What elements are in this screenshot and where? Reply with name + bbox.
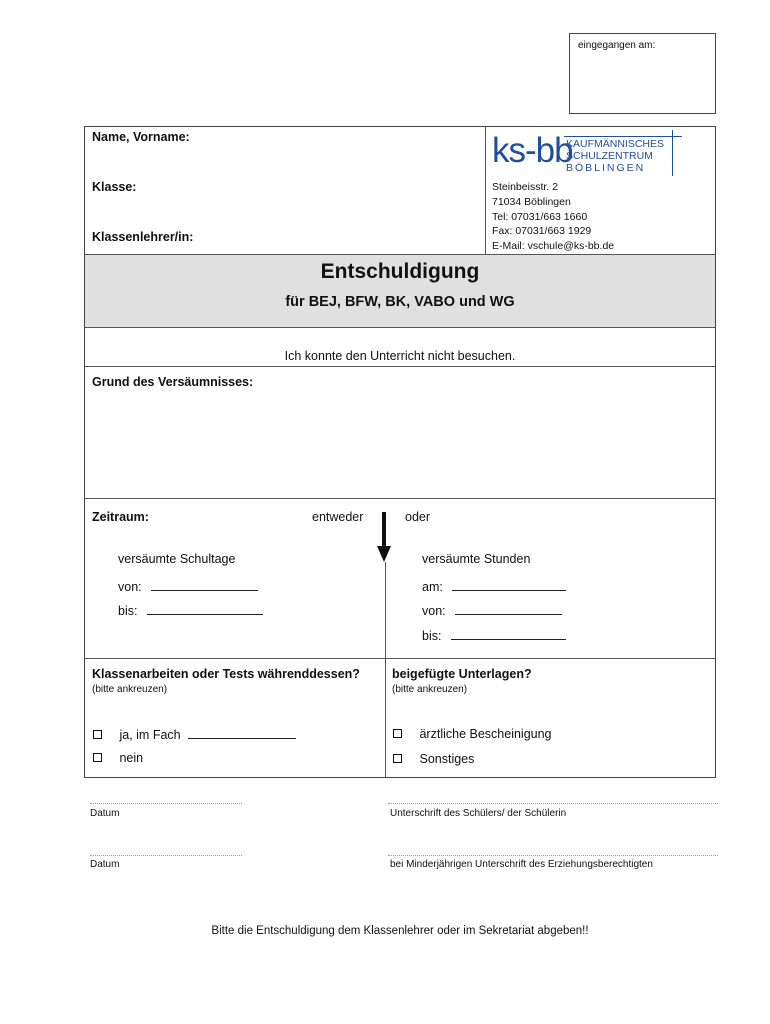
attachments-hint: (bitte ankreuzen) — [392, 684, 468, 695]
class-label: Klasse: — [92, 180, 137, 194]
school-logo — [490, 130, 690, 178]
missed-lessons-to-label: bis: — [422, 629, 442, 643]
student-signature-line[interactable] — [388, 803, 718, 804]
date2-label: Datum — [90, 859, 120, 870]
missed-days-heading: versäumte Schultage — [118, 552, 236, 566]
missed-lessons-from-label: von: — [422, 604, 446, 618]
address-email: E-Mail: vschule@ks-bb.de — [492, 240, 615, 253]
attachments-medical-checkbox[interactable] — [393, 729, 402, 738]
missed-lessons-from-field[interactable] — [455, 602, 562, 615]
form-title: Entschuldigung — [320, 260, 480, 283]
missed-lessons-heading: versäumte Stunden — [422, 552, 531, 566]
tests-option-no[interactable] — [93, 751, 143, 765]
missed-days-to-field[interactable] — [147, 602, 263, 615]
guardian-signature-label: bei Minderjährigen Unterschrift des Erziehungsberechtigten — [390, 859, 653, 870]
tests-heading: Klassenarbeiten oder Tests währenddessen? — [92, 667, 360, 681]
tests-subject-field[interactable] — [188, 726, 296, 739]
receipt-label: eingegangen am: — [578, 40, 656, 51]
statement-text: Ich konnte den Unterricht nicht besuchen. — [284, 349, 516, 363]
missed-lessons-to-field[interactable] — [451, 627, 566, 640]
attachments-medical-label: ärztliche Bescheinigung — [419, 727, 552, 741]
logo-wordmark: ks-bb — [492, 131, 573, 170]
missed-days-to-row[interactable] — [118, 602, 263, 618]
logo-rule-vert — [672, 130, 673, 176]
period-label: Zeitraum: — [92, 510, 149, 524]
tests-option-yes[interactable] — [93, 726, 296, 742]
statement-divider — [85, 366, 715, 367]
tests-hint: (bitte ankreuzen) — [92, 684, 168, 695]
reason-input-area[interactable] — [86, 395, 714, 497]
missed-days-to-label: bis: — [118, 604, 138, 618]
attachments-other-checkbox[interactable] — [393, 754, 402, 763]
missed-days-from-label: von: — [118, 580, 142, 594]
arrow-down-icon — [377, 512, 391, 562]
tests-no-checkbox[interactable] — [93, 753, 102, 762]
tests-yes-checkbox[interactable] — [93, 730, 102, 739]
school-address — [492, 180, 614, 254]
missed-days-from-field[interactable] — [151, 578, 258, 591]
footer-note: Bitte die Entschuldigung dem Klassenlehrer oder im Sekretariat abgeben!! — [211, 925, 589, 937]
missed-lessons-on-field[interactable] — [452, 578, 566, 591]
tests-no-label: nein — [119, 751, 144, 765]
address-city: 71034 Böblingen — [492, 195, 571, 208]
period-divider — [385, 562, 386, 778]
receipt-box[interactable] — [569, 33, 716, 114]
date2-line[interactable] — [90, 855, 242, 856]
attachments-option-medical[interactable] — [393, 727, 552, 741]
guardian-signature-line[interactable] — [388, 855, 718, 856]
attachments-option-other[interactable] — [393, 752, 474, 766]
attachments-heading: beigefügte Unterlagen? — [392, 667, 532, 681]
logo-line-2: SCHULZENTRUM — [566, 150, 653, 162]
address-phone: Tel: 07031/663 1660 — [492, 210, 588, 223]
tests-yes-label: ja, im Fach — [119, 728, 181, 742]
student-signature-label: Unterschrift des Schülers/ der Schülerin — [390, 808, 567, 819]
logo-line-3: BÖBLINGEN — [566, 162, 646, 174]
period-bottom-divider — [85, 658, 715, 659]
period-or: oder — [405, 510, 431, 524]
date1-label: Datum — [90, 808, 120, 819]
reason-label: Grund des Versäumnisses: — [92, 375, 254, 389]
missed-lessons-to-row[interactable] — [422, 627, 566, 643]
form-subtitle: für BEJ, BFW, BK, VABO und WG — [285, 294, 515, 310]
logo-rule-top — [564, 136, 682, 137]
address-fax: Fax: 07031/663 1929 — [492, 225, 592, 238]
address-street: Steinbeisstr. 2 — [492, 181, 558, 193]
reason-divider — [85, 498, 715, 499]
period-either: entweder — [312, 510, 364, 524]
teacher-label: Klassenlehrer/in: — [92, 230, 194, 244]
attachments-other-label: Sonstiges — [419, 752, 475, 766]
missed-days-from-row[interactable] — [118, 578, 258, 594]
name-label: Name, Vorname: — [92, 130, 190, 144]
logo-line-1: KAUFMÄNNISCHES — [566, 138, 665, 150]
missed-lessons-on-label: am: — [422, 580, 443, 594]
header-divider — [485, 126, 486, 254]
missed-lessons-from-row[interactable] — [422, 602, 562, 618]
date1-line[interactable] — [90, 803, 242, 804]
missed-lessons-on-row[interactable] — [422, 578, 566, 594]
